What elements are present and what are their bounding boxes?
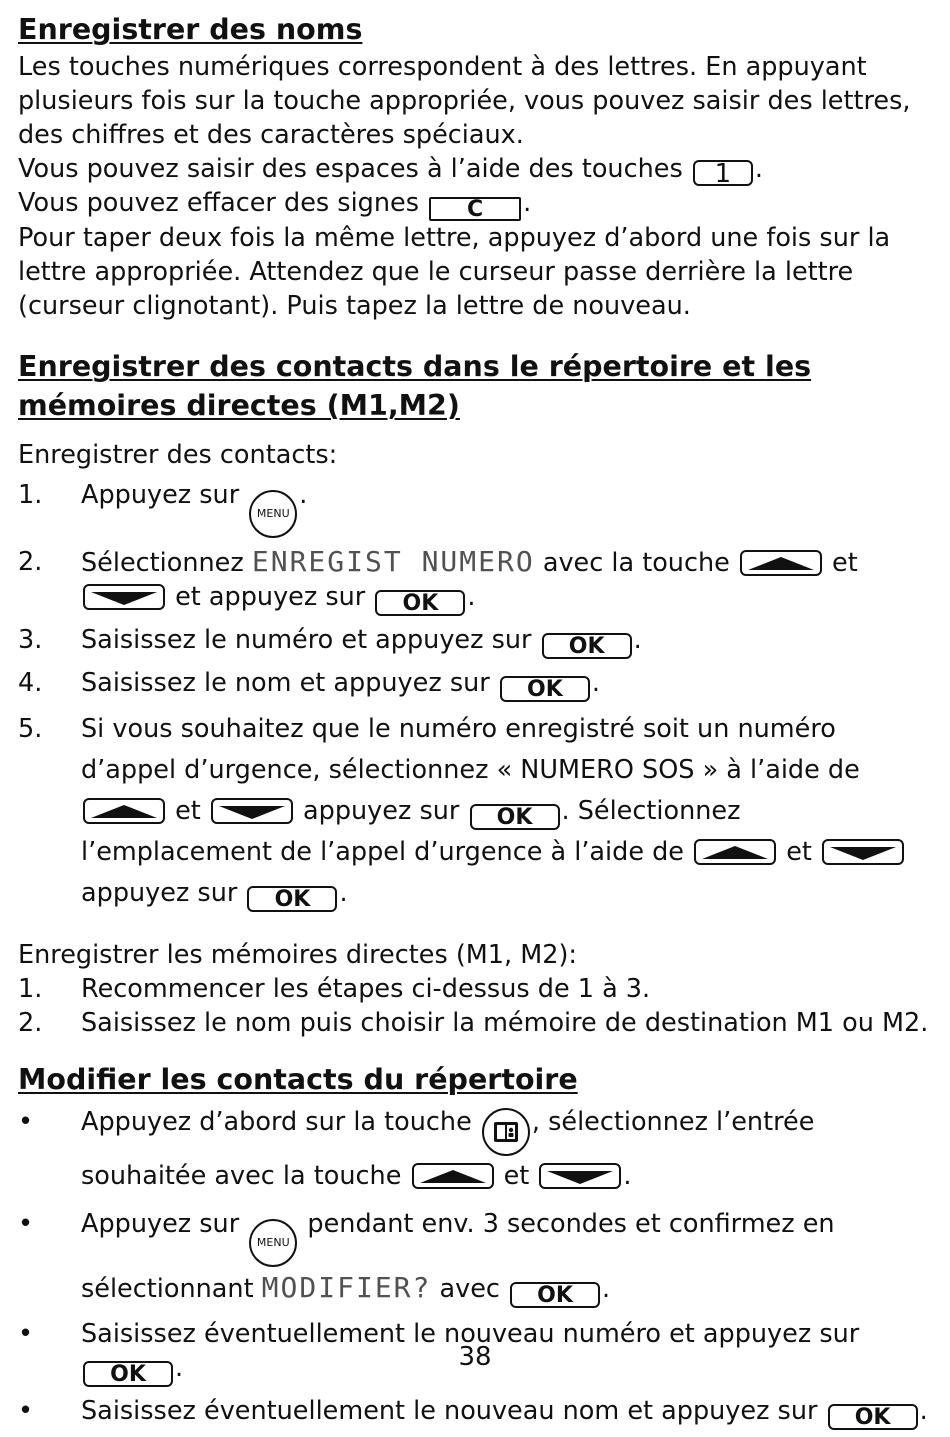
- list-item: • Appuyez sur MENU pendant env. 3 secondes et confirmez en sélectionnant MODIFIER? avec OK .: [18, 1209, 835, 1308]
- paragraph: Les touches numériques correspondent à des lettres. En appuyant plusieurs fois sur la touche appropriée, vous pouvez saisir des lettres, des chiffres et des caractères spéciaux.: [18, 52, 911, 150]
- phonebook-key-icon: [482, 1108, 530, 1156]
- list-item: 1. Recommencer les étapes ci-dessus de 1 à 3.: [18, 974, 651, 1004]
- down-arrow-key-icon: [539, 1163, 621, 1189]
- key-c-icon: C: [429, 197, 521, 221]
- up-arrow-key-icon: [412, 1163, 494, 1189]
- down-arrow-key-icon: [83, 584, 165, 610]
- list-item: 2. Saisissez le nom puis choisir la mémoire de destination M1 ou M2.: [18, 1008, 929, 1038]
- paragraph: Vous pouvez effacer des signes C .: [18, 188, 532, 222]
- paragraph: Enregistrer des contacts:: [18, 440, 338, 470]
- list-item: 1. Appuyez sur MENU.: [18, 478, 938, 538]
- up-arrow-key-icon: [694, 839, 776, 865]
- list-item: • Saisissez éventuellement le nouveau numéro et appuyez sur OK .: [18, 1319, 860, 1387]
- ok-key-icon: OK: [500, 676, 590, 702]
- key-1-icon: 1: [693, 160, 753, 186]
- list-item: 5. Si vous souhaitez que le numéro enregistré soit un numéro d’appel d’urgence, sélectionnez « NUMERO SOS » à l’aide de et appuyez sur OK . Sélectionnez l’emplacement de l’appel d’urgence à l’aide de et appuyez sur OK .: [18, 709, 938, 914]
- menu-key-icon: MENU: [249, 490, 297, 538]
- ok-key-icon: OK: [542, 633, 632, 659]
- menu-key-icon: MENU: [249, 1219, 297, 1267]
- paragraph: Pour taper deux fois la même lettre, appuyez d’abord une fois sur la lettre appropriée. Attendez que le curseur passe derrière la lettre (curseur clignotant). Puis tapez la lettre de nouveau.: [18, 223, 891, 321]
- list-item: • Saisissez éventuellement le nouveau nom et appuyez sur OK .: [18, 1396, 928, 1430]
- up-arrow-key-icon: [83, 798, 165, 824]
- ok-key-icon: OK: [510, 1282, 600, 1308]
- paragraph: Enregistrer les mémoires directes (M1, M2):: [18, 940, 577, 970]
- steps-list: [18, 478, 938, 914]
- section-edit-contacts: [18, 1060, 938, 1430]
- ok-key-icon: OK: [470, 804, 560, 830]
- down-arrow-key-icon: [211, 798, 293, 824]
- list-item: 2. Sélectionnez ENREGIST NUMERO avec la touche et et appuyez sur OK .: [18, 545, 858, 616]
- ok-key-icon: OK: [247, 886, 337, 912]
- section-save-contacts: [18, 347, 938, 1040]
- manual-page: [18, 10, 938, 1437]
- lcd-display-text: MODIFIER?: [261, 1271, 432, 1304]
- section-heading: Enregistrer des contacts dans le répertoire et les mémoires directes (M1,M2): [18, 350, 812, 422]
- section-heading: Enregistrer des noms: [18, 13, 363, 46]
- section-heading: Modifier les contacts du répertoire: [18, 1063, 578, 1096]
- ok-key-icon: OK: [375, 590, 465, 616]
- bullet-list: [18, 1102, 938, 1430]
- list-item: 4. Saisissez le nom et appuyez sur OK .: [18, 668, 600, 702]
- list-item: 3. Saisissez le numéro et appuyez sur OK .: [18, 625, 642, 659]
- paragraph: Vous pouvez saisir des espaces à l’aide des touches 1 .: [18, 154, 763, 189]
- ok-key-icon: OK: [83, 1361, 173, 1387]
- page-number: 38: [458, 1342, 492, 1372]
- list-item: • Appuyez d’abord sur la touche , sélectionnez l’entrée souhaitée avec la touche et .: [18, 1107, 815, 1191]
- ok-key-icon: OK: [828, 1404, 918, 1430]
- memories-list: [18, 972, 938, 1040]
- up-arrow-key-icon: [740, 550, 822, 576]
- section-save-names: [18, 10, 938, 323]
- lcd-display-text: ENREGIST NUMERO: [251, 545, 535, 578]
- down-arrow-key-icon: [822, 839, 904, 865]
